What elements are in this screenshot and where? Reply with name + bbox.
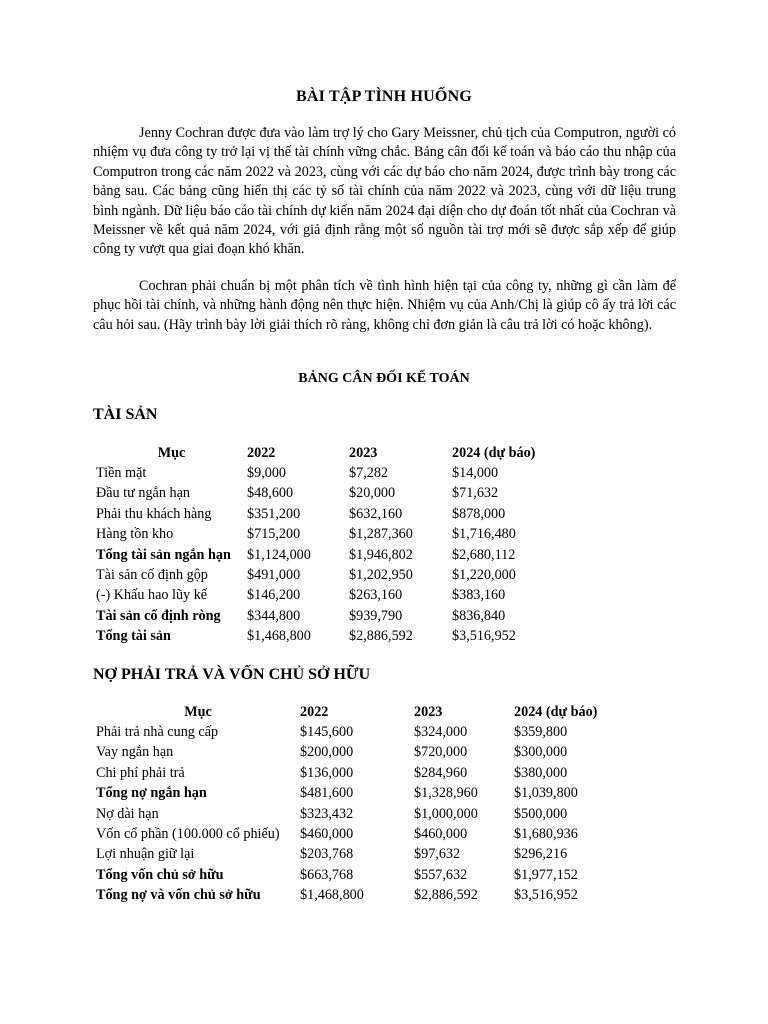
value-cell: $296,216 xyxy=(514,846,568,863)
row-label: Tổng tài sản xyxy=(96,628,171,645)
table-row xyxy=(96,804,634,824)
value-cell: $1,287,360 xyxy=(349,526,413,543)
value-cell: $380,000 xyxy=(514,764,568,781)
row-label: Tài sản cố định gộp xyxy=(96,567,208,584)
value-cell: $200,000 xyxy=(300,744,354,761)
value-cell: $1,468,800 xyxy=(247,628,311,645)
value-cell: $1,977,152 xyxy=(514,866,578,883)
value-cell: $632,160 xyxy=(349,505,403,522)
task-paragraph xyxy=(93,277,676,335)
column-header: Mục xyxy=(184,703,212,720)
value-cell: $383,160 xyxy=(452,587,506,604)
row-label: Tổng nợ và vốn chủ sở hữu xyxy=(96,887,261,904)
table-row xyxy=(96,504,582,524)
value-cell: $359,800 xyxy=(514,724,568,741)
value-cell: $324,000 xyxy=(414,724,468,741)
value-cell: $491,000 xyxy=(247,567,301,584)
table-row xyxy=(96,886,634,906)
row-label: Phải trả nhà cung cấp xyxy=(96,724,219,741)
value-cell: $1,946,802 xyxy=(349,546,413,563)
row-label: Tổng tài sản ngắn hạn xyxy=(96,546,231,563)
intro-paragraph xyxy=(93,124,676,260)
value-cell: $481,600 xyxy=(300,785,354,802)
table-row xyxy=(96,845,634,865)
value-cell: $351,200 xyxy=(247,505,301,522)
liabilities-heading: NỢ PHẢI TRẢ VÀ VỐN CHỦ SỞ HỮU xyxy=(93,666,371,683)
table-row xyxy=(96,763,634,783)
value-cell: $1,716,480 xyxy=(452,526,516,543)
value-cell: $939,790 xyxy=(349,607,403,624)
value-cell: $460,000 xyxy=(414,826,468,843)
value-cell: $71,632 xyxy=(452,485,499,502)
value-cell: $715,200 xyxy=(247,526,301,543)
value-cell: $300,000 xyxy=(514,744,568,761)
value-cell: $136,000 xyxy=(300,764,354,781)
value-cell: $878,000 xyxy=(452,505,506,522)
row-label: Tổng vốn chủ sở hữu xyxy=(96,866,224,883)
value-cell: $20,000 xyxy=(349,485,396,502)
row-label: Hàng tồn kho xyxy=(96,526,174,543)
table-row xyxy=(96,743,634,763)
row-label: Vốn cổ phần (100.000 cổ phiếu) xyxy=(96,826,280,843)
row-label: Vay ngắn hạn xyxy=(96,744,174,761)
value-cell: $1,039,800 xyxy=(514,785,578,802)
value-cell: $1,220,000 xyxy=(452,567,516,584)
table-header-row xyxy=(96,702,634,722)
value-cell: $14,000 xyxy=(452,465,499,482)
value-cell: $500,000 xyxy=(514,805,568,822)
table-row xyxy=(96,565,582,585)
value-cell: $263,160 xyxy=(349,587,403,604)
column-header: Mục xyxy=(157,444,186,461)
row-label: Chi phí phải trả xyxy=(96,764,185,781)
row-label: Nợ dài hạn xyxy=(96,805,159,822)
table-row xyxy=(96,784,634,804)
value-cell: $3,516,952 xyxy=(452,628,516,645)
table-row xyxy=(96,484,582,504)
value-cell: $460,000 xyxy=(300,826,354,843)
table-row xyxy=(96,824,634,844)
liabilities-table xyxy=(96,702,634,906)
value-cell: $1,680,936 xyxy=(514,826,578,843)
row-label: Tài sản cố định ròng xyxy=(96,607,221,624)
balance-sheet-title: BẢNG CÂN ĐỐI KẾ TOÁN xyxy=(298,371,470,386)
row-label: Tiền mặt xyxy=(96,465,147,482)
value-cell: $1,202,950 xyxy=(349,567,413,584)
value-cell: $3,516,952 xyxy=(514,887,578,904)
table-row xyxy=(96,463,582,483)
value-cell: $1,328,960 xyxy=(414,785,478,802)
row-label: Phải thu khách hàng xyxy=(96,505,212,522)
value-cell: $1,124,000 xyxy=(247,546,311,563)
value-cell: $1,468,800 xyxy=(300,887,364,904)
value-cell: $97,632 xyxy=(414,846,461,863)
value-cell: $146,200 xyxy=(247,587,301,604)
column-header: 2023 xyxy=(414,703,443,720)
value-cell: $720,000 xyxy=(414,744,468,761)
table-header-row xyxy=(96,443,582,463)
value-cell: $284,960 xyxy=(414,764,468,781)
column-header: 2022 xyxy=(300,703,329,720)
table-row xyxy=(96,525,582,545)
value-cell: $1,000,000 xyxy=(414,805,478,822)
value-cell: $2,886,592 xyxy=(349,628,413,645)
assets-heading: TÀI SẢN xyxy=(93,406,158,423)
value-cell: $557,632 xyxy=(414,866,468,883)
value-cell: $9,000 xyxy=(247,465,287,482)
value-cell: $344,800 xyxy=(247,607,301,624)
value-cell: $145,600 xyxy=(300,724,354,741)
column-header: 2024 (dự báo) xyxy=(452,444,536,461)
page-title: BÀI TẬP TÌNH HUỐNG xyxy=(296,88,472,105)
task-paragraph-text: Cochran phải chuẩn bị một phân tích về tình hình hiện tại của công ty, những gì cần làm để phục hồi tài chính, và những hành động nên thực hiện. Nhiệm vụ của Anh/Chị là giúp cô ấy trả lời các câu hỏi sau. (Hãy trình bày lời giải thích rõ ràng, không chỉ đơn giản là câu trả lời có hoặc không). xyxy=(93,278,676,333)
table-row xyxy=(96,545,582,565)
table-row xyxy=(96,586,582,606)
column-header: 2022 xyxy=(247,444,276,461)
value-cell: $2,680,112 xyxy=(452,546,516,563)
value-cell: $323,432 xyxy=(300,805,354,822)
column-header: 2023 xyxy=(349,444,378,461)
column-header: 2024 (dự báo) xyxy=(514,703,598,720)
value-cell: $2,886,592 xyxy=(414,887,478,904)
table-row xyxy=(96,722,634,742)
value-cell: $663,768 xyxy=(300,866,354,883)
row-label: Tổng nợ ngắn hạn xyxy=(96,785,207,802)
table-row xyxy=(96,865,634,885)
row-label: (-) Khấu hao lũy kế xyxy=(96,587,208,604)
value-cell: $7,282 xyxy=(349,465,389,482)
assets-table xyxy=(96,443,582,647)
row-label: Lợi nhuận giữ lại xyxy=(96,846,195,863)
row-label: Đầu tư ngắn hạn xyxy=(96,485,190,502)
value-cell: $836,840 xyxy=(452,607,506,624)
value-cell: $48,600 xyxy=(247,485,294,502)
table-row xyxy=(96,606,582,626)
intro-paragraph-text: Jenny Cochran được đưa vào làm trợ lý cho Gary Meissner, chủ tịch của Computron, người có nhiệm vụ đưa công ty trở lại vị thế tài chính vững chắc. Bảng cân đối kế toán và báo cáo thu nhập của Computron trong các năm 2022 và 2023, cùng với các dự báo cho năm 2024, được trình bày trong các bảng sau. Các bảng cũng hiển thị các tỷ số tài chính của năm 2022 và 2023, cùng với dữ liệu trung bình ngành. Dữ liệu báo cáo tài chính dự kiến năm 2024 đại diện cho dự đoán tốt nhất của Cochran và Meissner về kết quả năm 2024, với giả định rằng một số nguồn tài trợ mới sẽ được sắp xếp để giúp công ty vượt qua giai đoạn khó khăn. xyxy=(93,125,676,258)
value-cell: $203,768 xyxy=(300,846,354,863)
table-row xyxy=(96,627,582,647)
